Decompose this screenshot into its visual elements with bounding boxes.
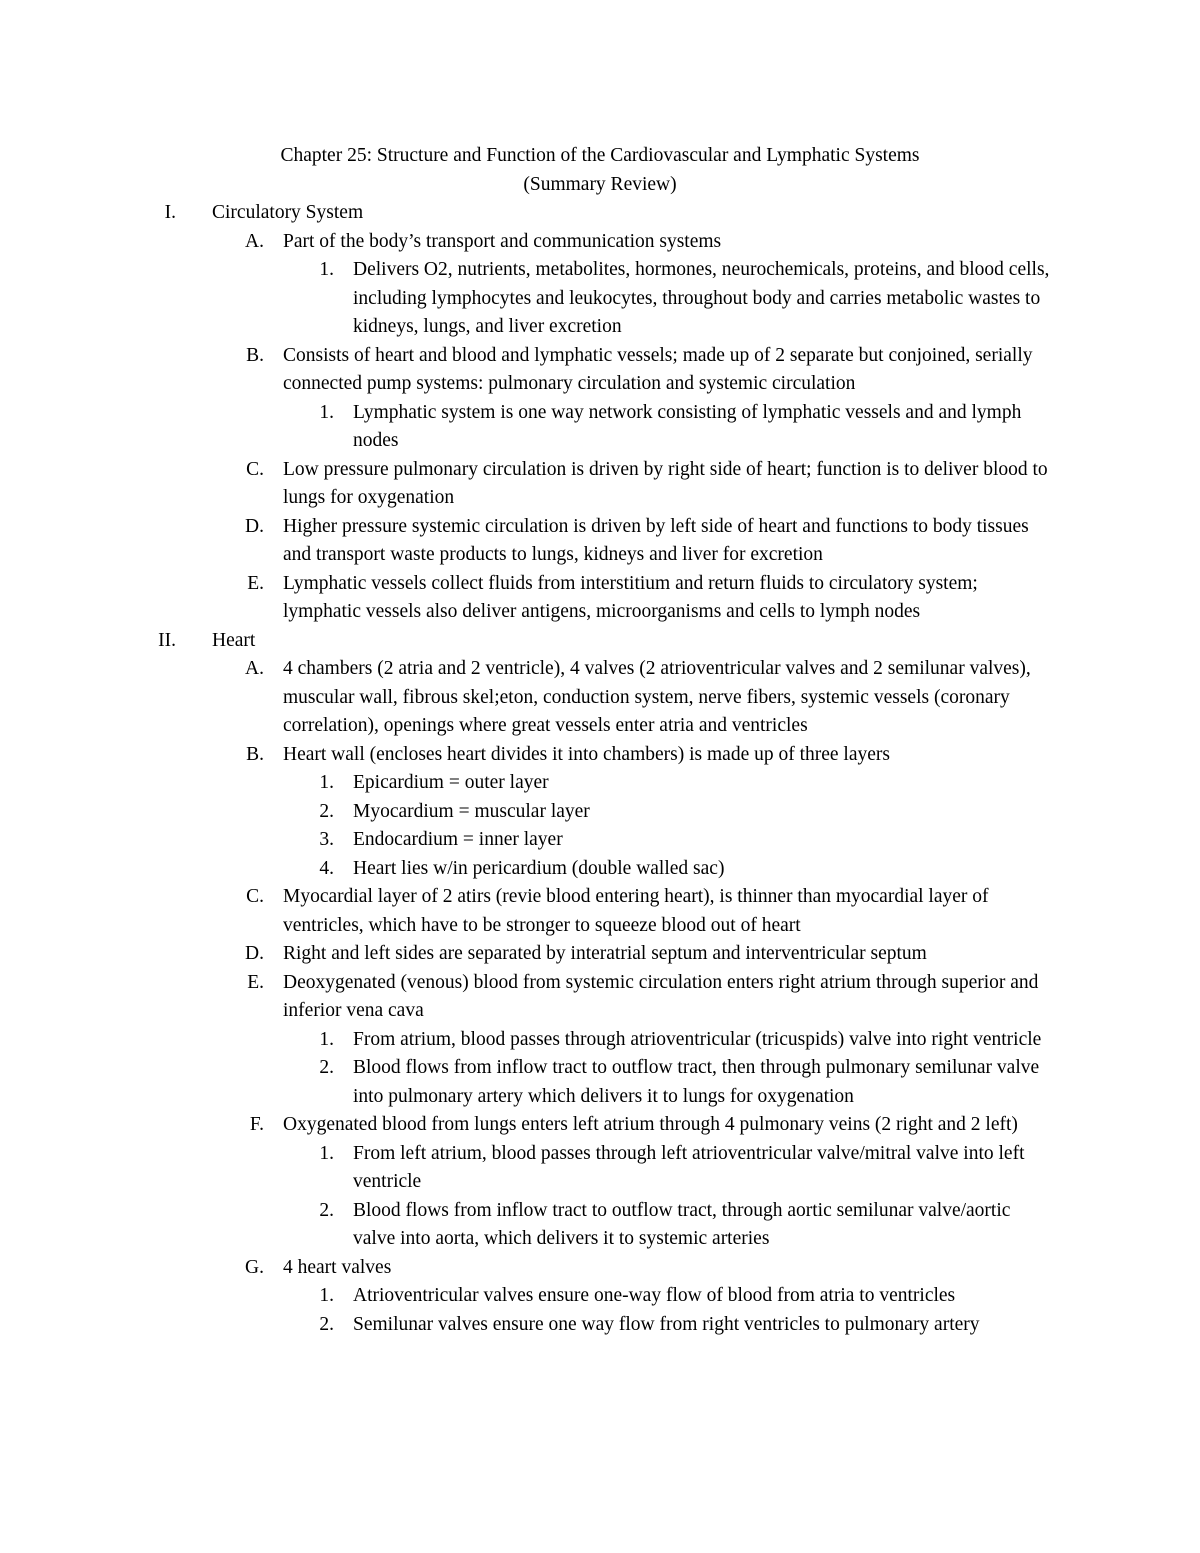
- outline-point: [0, 826, 1200, 855]
- outline-marker: 1.: [319, 259, 334, 280]
- outline-marker: B.: [246, 743, 264, 765]
- outline-text: Right and left sides are separated by interatrial septum and interventricular septum: [283, 943, 927, 964]
- outline-text: Consists of heart and blood and lymphatic vessels; made up of 2 separate but conjoined, serially connected pump systems: pulmonary circulation and systemic circulation: [283, 344, 1033, 394]
- outline-marker: A.: [245, 230, 264, 252]
- outline-subsection: [0, 456, 1200, 513]
- outline-point: [0, 1311, 1200, 1340]
- outline-point: [0, 399, 1200, 456]
- outline-marker: C.: [246, 458, 264, 480]
- outline-point: [0, 1197, 1200, 1254]
- outline-subsection: [0, 228, 1200, 257]
- outline-marker: G.: [245, 1256, 264, 1278]
- outline-point: [0, 256, 1200, 342]
- outline-marker: E.: [247, 971, 264, 993]
- outline-subsection: [0, 883, 1200, 940]
- outline-marker: 2.: [319, 1199, 334, 1221]
- outline-subsection: [0, 655, 1200, 741]
- outline-text: From atrium, blood passes through atrioventricular (tricuspids) valve into right ventricle: [353, 1028, 1042, 1050]
- outline-text: Low pressure pulmonary circulation is driven by right side of heart; function is to deliver blood to lungs for oxygenation: [283, 458, 1048, 508]
- outline-marker: 2.: [319, 1313, 334, 1335]
- outline-marker: 1.: [319, 1142, 334, 1164]
- outline-text: Deoxygenated (venous) blood from systemic circulation enters right atrium through superior and inferior vena cava: [283, 971, 1039, 1021]
- outline-point: [0, 769, 1200, 798]
- outline-subsection: [0, 969, 1200, 1026]
- outline-marker: 1.: [319, 1285, 334, 1306]
- outline-text: Heart: [212, 629, 256, 651]
- outline-marker: I.: [164, 202, 176, 223]
- outline-point: [0, 798, 1200, 827]
- outline-marker: B.: [246, 344, 264, 366]
- outline-section: [0, 627, 1200, 656]
- outline-text: Heart lies w/in pericardium (double walled sac): [353, 857, 725, 879]
- outline-marker: 1.: [319, 401, 334, 423]
- outline-text: Blood flows from inflow tract to outflow tract, through aortic semilunar valve/aortic valve into aorta, which delivers it to systemic arteries: [353, 1199, 1011, 1249]
- outline-text: Atrioventricular valves ensure one-way flow of blood from atria to ventricles: [353, 1285, 956, 1306]
- outline-text: Endocardium = inner layer: [353, 829, 563, 850]
- outline-text: Blood flows from inflow tract to outflow tract, then through pulmonary semilunar valve into pulmonary artery which delivers it to lungs for oxygenation: [353, 1057, 1040, 1107]
- outline-subsection: [0, 342, 1200, 399]
- outline-text: Oxygenated blood from lungs enters left atrium through 4 pulmonary veins (2 right and 2 left): [283, 1114, 1018, 1135]
- outline-subsection: [0, 570, 1200, 627]
- outline-marker: 1.: [319, 772, 334, 793]
- outline-point: [0, 855, 1200, 884]
- outline-subsection: [0, 1111, 1200, 1140]
- outline-marker: A.: [245, 658, 264, 679]
- outline-subsection: [0, 513, 1200, 570]
- outline-marker: 2.: [319, 1057, 334, 1078]
- outline-marker: E.: [247, 572, 264, 594]
- outline-section: [0, 199, 1200, 228]
- outline-marker: 1.: [319, 1028, 334, 1050]
- outline-marker: 3.: [319, 829, 334, 850]
- title-block: [0, 142, 1200, 199]
- outline-text: Lymphatic vessels collect fluids from interstitium and return fluids to circulatory system; lymphatic vessels also deliver antigens, microorganisms and cells to lymph nodes: [283, 572, 978, 622]
- outline-point: [0, 1282, 1200, 1311]
- outline-marker: C.: [246, 886, 264, 907]
- outline-subsection: [0, 940, 1200, 969]
- outline-marker: D.: [245, 943, 264, 964]
- outline-text: Myocardial layer of 2 atirs (revie blood entering heart), is thinner than myocardial layer of ventricles, which have to be stronger to squeeze blood out of heart: [283, 886, 989, 936]
- outline-marker: F.: [249, 1114, 264, 1135]
- outline-point: [0, 1054, 1200, 1111]
- outline-text: Epicardium = outer layer: [353, 772, 549, 793]
- outline-text: Heart wall (encloses heart divides it into chambers) is made up of three layers: [283, 743, 890, 765]
- outline-subsection: [0, 741, 1200, 770]
- outline-text: Semilunar valves ensure one way flow from right ventricles to pulmonary artery: [353, 1313, 980, 1335]
- outline-text: Higher pressure systemic circulation is driven by left side of heart and functions to body tissues and transport waste products to lungs, kidneys and liver for excretion: [283, 515, 1029, 565]
- outline-text: 4 heart valves: [283, 1256, 392, 1278]
- outline-point: [0, 1026, 1200, 1055]
- outline-subsection: [0, 1254, 1200, 1283]
- outline-text: From left atrium, blood passes through left atrioventricular valve/mitral valve into left ventricle: [353, 1142, 1025, 1192]
- outline-marker: D.: [245, 515, 264, 537]
- outline-marker: II.: [158, 629, 176, 651]
- document-title: Chapter 25: Structure and Function of the Cardiovascular and Lymphatic Systems: [280, 145, 920, 166]
- outline-text: Circulatory System: [212, 202, 364, 223]
- outline-text: Lymphatic system is one way network consisting of lymphatic vessels and and lymph nodes: [353, 401, 1022, 451]
- outline-text: Myocardium = muscular layer: [353, 800, 590, 822]
- outline-text: Part of the body’s transport and communication systems: [283, 230, 722, 252]
- outline-marker: 4.: [319, 857, 334, 879]
- outline-text: Delivers O2, nutrients, metabolites, hormones, neurochemicals, proteins, and blood cells, including lymphocytes and leukocytes, throughout body and carries metabolic wastes to kidneys, lungs, and liver excretion: [353, 259, 1050, 337]
- document-subtitle: (Summary Review): [523, 173, 677, 195]
- outline-text: 4 chambers (2 atria and 2 ventricle), 4 valves (2 atrioventricular valves and 2 semilunar valves), muscular wall, fibrous skel;eton, conduction system, nerve fibers, systemic vessels (coronary correlation), openings where great vessels enter atria and ventricles: [283, 658, 1031, 736]
- outline-marker: 2.: [319, 800, 334, 822]
- outline-point: [0, 1140, 1200, 1197]
- outline: [0, 199, 1200, 1339]
